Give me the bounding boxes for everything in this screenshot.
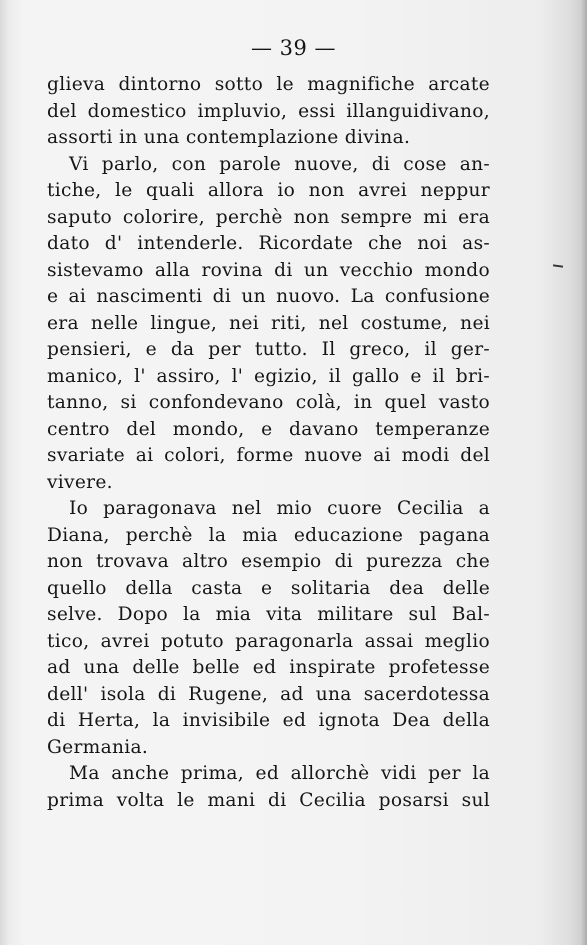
text-line: tico, avrei potuto paragonarla assai meglio xyxy=(47,630,490,652)
text-line: saputo colorire, perchè non sempre mi era xyxy=(47,206,490,228)
text-line: non trovava altro esempio di purezza che xyxy=(47,551,490,572)
text-line: di Herta, la invisibile ed ignota Dea della xyxy=(47,710,490,731)
text-line: assorti in una contemplazione divina. xyxy=(47,127,411,148)
text-line: prima volta le mani di Cecilia posarsi sul xyxy=(47,789,490,811)
text-line: Germania. xyxy=(47,736,149,758)
text-line: manico, l' assiro, l' egizio, il gallo e il bri- xyxy=(47,365,490,387)
margin-mark xyxy=(553,264,563,267)
text-line: ad una delle belle ed inspirate profetesse xyxy=(47,657,490,678)
text-line: Diana, perchè la mia educazione pagana xyxy=(47,524,490,546)
text-line: dato d' intenderle. Ricordate che noi as- xyxy=(47,233,490,254)
text-line: vivere. xyxy=(47,471,113,493)
text-line: tiche, le quali allora io non avrei neppur xyxy=(47,180,490,201)
text-line: dell' isola di Rugene, ad una sacerdotessa xyxy=(47,683,490,705)
text-line: quello della casta e solitaria dea delle xyxy=(47,577,490,599)
text-line: pensieri, e da per tutto. Il greco, il ger- xyxy=(47,339,490,360)
page-number: — 39 — xyxy=(250,36,337,60)
text-line: glieva dintorno sotto le magnifiche arcate xyxy=(47,74,490,95)
text-line: tanno, si confondevano colà, in quel vasto xyxy=(47,392,490,413)
text-line: svariate ai colori, forme nuove ai modi del xyxy=(47,445,490,466)
text-line: centro del mondo, e davano temperanze xyxy=(47,418,490,440)
text-line: Ma anche prima, ed allorchè vidi per la xyxy=(69,763,490,784)
text-line: era nelle lingue, nei riti, nel costume, nei xyxy=(47,312,490,334)
text-line: Vi parlo, con parole nuove, di cose an- xyxy=(69,153,490,175)
text-line: e ai nascimenti di un nuovo. La confusione xyxy=(47,286,490,307)
body-text xyxy=(47,72,490,814)
text-line: sistevamo alla rovina di un vecchio mondo xyxy=(47,259,490,281)
text-line: selve. Dopo la mia vita militare sul Bal- xyxy=(47,604,490,625)
text-line: Io paragonava nel mio cuore Cecilia a xyxy=(69,498,490,519)
text-line: del domestico impluvio, essi illanguidivano, xyxy=(47,100,490,122)
